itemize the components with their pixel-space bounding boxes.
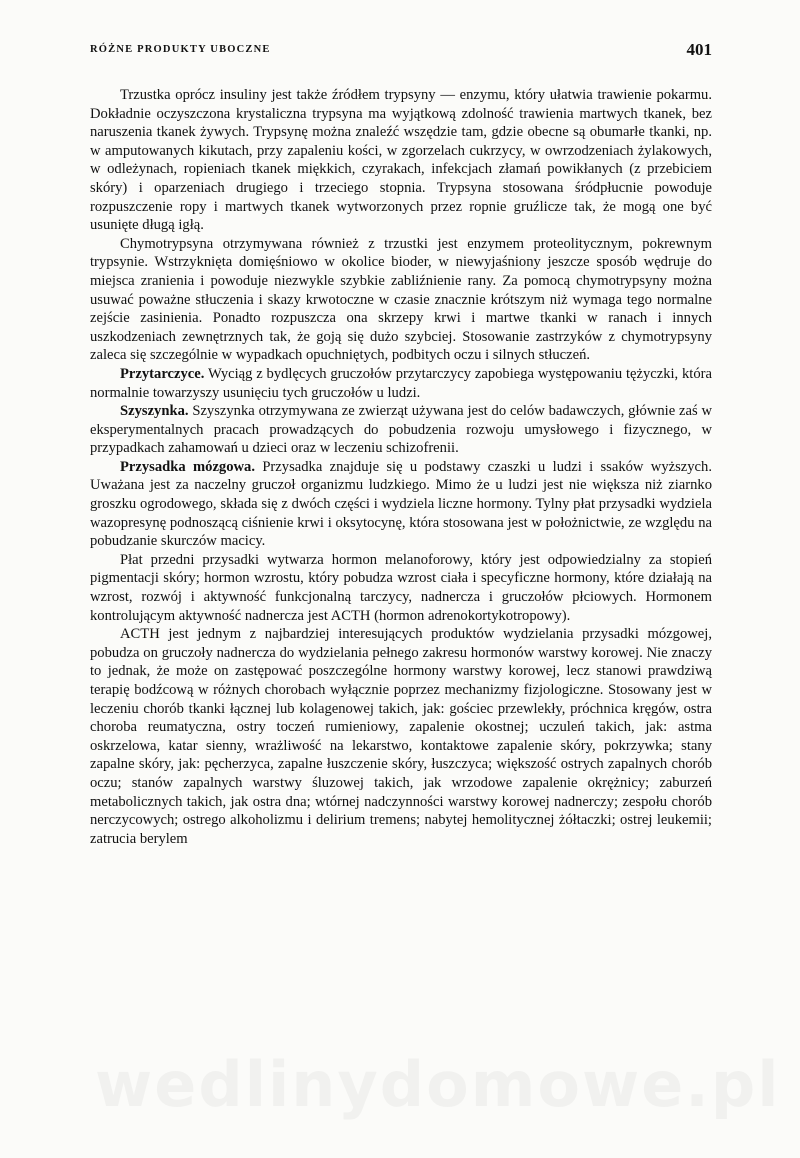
paragraph-text: Przysadka znajduje się u podstawy czaszki u ludzi i ssaków wyższych. Uważana jest za naczelny gruczoł organizmu ludzkiego. Mimo że u ludzi jest nie większa niż ziarnko groszku ogrodowego, składa się z dwóch części i wydziela liczne hormony. Tylny płat przysadki wydziela wazopresynę podnoszącą ciśnienie krwi i oksytocynę, która stosowana jest w położnictwie, ze względu na pobudzanie skurczów macicy.	[90, 458, 712, 550]
paragraph-chymotrypsyna	[90, 235, 712, 365]
paragraph-text: Szyszynka otrzymywana ze zwierząt używana jest do celów badawczych, głównie zaś w eksperymentalnych pracach prowadzących do pobudzenia rozwoju umysłowego i fizycznego, w przypadkach zahamowań u dzieci oraz w leczeniu schizofrenii.	[90, 403, 712, 457]
paragraph-przysadka	[90, 458, 712, 551]
paragraph-plat-przedni	[90, 551, 712, 625]
paragraph-acth	[90, 625, 712, 848]
section-lead: Przysadka mózgowa.	[120, 458, 255, 475]
paragraph-text: Wyciąg z bydlęcych gruczołów przytarczycy zapobiega występowaniu tężyczki, która normalnie towarzyszy usunięciu tych gruczołów u ludzi.	[90, 365, 712, 401]
page-number: 401	[686, 40, 712, 59]
paragraph-trypsyna	[90, 86, 712, 235]
paragraph-text: Płat przedni przysadki wytwarza hormon melanoforowy, który jest odpowiedzialny za stopień pigmentacji skóry; hormon wzrostu, który pobudza wzrost ciała i specyficzne hormony, które działają na wzrost, rozwój i aktywność funkcjonalną tarczycy, nadnercza i gruczołów płciowych. Hormonem kontrolującym aktywność nadnercza jest ACTH (hormon adrenokortykotropowy).	[90, 551, 712, 624]
paragraph-text: ACTH jest jednym z najbardziej interesujących produktów wydzielania przysadki mózgowej, pobudza on gruczoły nadnercza do wydzielania pełnego zakresu hormonów warstwy korowej. Nie znaczy to jednak, że może on zastępować poszczególne hormony warstwy korowej, lecz stanowi prawdziwą terapię bodźcową w różnych chorobach wyłącznie poprzez mechanizmy fizjologiczne. Stosowany jest w leczeniu chorób tkanki łącznej lub kolagenowej takich, jak: gościec przewlekły, próchnica kręgów, ostra choroba reumatyczna, ostry toczeń rumieniowy, zapalenie okostnej; uczuleń takich, jak: astma oskrzelowa, katar sienny, wrażliwość na lekarstwo, kontaktowe zapalenie skóry, pokrzywka; stany zapalne skóry, jak: pęcherzyca, zapalne łuszczenie skóry, łuszczyca; większość ostrych zapalnych chorób oczu; stanów zapalnych warstwy śluzowej takich, jak wrzodowe zapalenie okrężnicy; zaburzeń metabolicznych takich, jak ostra dna; wtórnej nadczynności warstwy korowej nadnerczy; zespołu chorób nerczycowych; ostrego alkoholizmu i delirium tremens; nabytej hemolitycznej żółtaczki; ostrej leukemii; zatrucia berylem	[90, 626, 712, 847]
section-lead: Szyszynka.	[120, 403, 189, 420]
paragraph-szyszynka	[90, 402, 712, 458]
section-lead: Przytarczyce.	[120, 365, 205, 382]
page-header	[90, 40, 712, 64]
paragraph-przytarczyce	[90, 365, 712, 402]
article-body	[90, 86, 712, 848]
paragraph-text: Chymotrypsyna otrzymywana również z trzustki jest enzymem proteolitycznym, pokrewnym trypsynie. Wstrzyknięta domięśniowo w okolice bioder, w niewyjaśniony jeszcze sposób wędruje do miejsca zranienia i powoduje niezwykle szybkie zabliźnienie rany. Za pomocą chymotrypsyny można usuwać poważne stłuczenia i skazy krwotoczne w czasie znacznie krótszym niż wymaga tego normalne zejście zasinienia. Ponadto rozpuszcza ona skrzepy krwi i martwe tkanki w ranach i innych uszkodzeniach zewnętrznych tak, że goją się dużo szybciej. Stosowanie zastrzyków z chymotrypsyny zaleca się szczególnie w wypadkach opuchniętych, podbitych oczu i silnych stłuczeń.	[90, 235, 712, 364]
watermark: wedlinydomowe.pl	[95, 1048, 781, 1121]
paragraph-text: Trzustka oprócz insuliny jest także źródłem trypsyny — enzymu, który ułatwia trawienie pokarmu. Dokładnie oczyszczona krystaliczna trypsyna ma wyjątkową zdolność trawienia martwych tkanek, bez naruszenia tkanek żywych. Trypsynę można znaleźć wszędzie tam, gdzie obecne są obumarłe tkanki, np. w amputowanych kikutach, przy zapaleniu kości, w zgorzelach cukrzycy, w owrzodzeniach żylakowych, w odleżynach, ropieniach tkanek miękkich, czyrakach, infekcjach złamań powikłanych (z przebiciem skóry) i oparzeniach drugiego i trzeciego stopnia. Trypsyna stosowana śródpłucnie powoduje rozpuszczenie ropy i martwych tkanek wytworzonych przez ropnie gruźlicze tak, że mogą one być usunięte długą igłą.	[90, 87, 712, 234]
running-head: RÓŻNE PRODUKTY UBOCZNE	[90, 44, 271, 55]
